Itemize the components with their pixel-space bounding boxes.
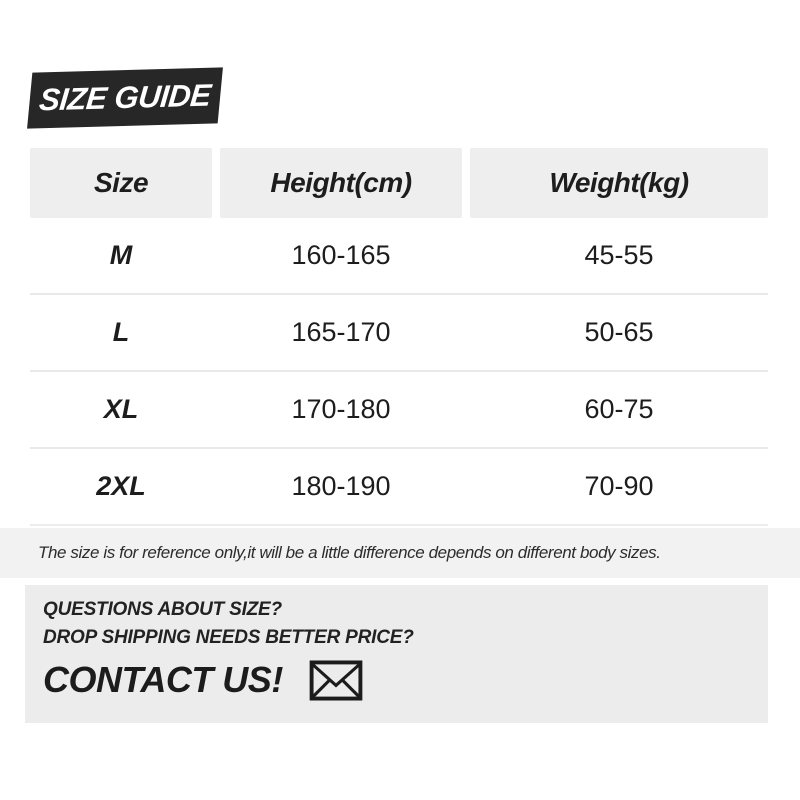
size-table [30, 148, 768, 526]
page-title: SIZE GUIDE [37, 77, 213, 118]
contact-cta-row [43, 659, 768, 701]
question-price: DROP SHIPPING NEEDS BETTER PRICE? [43, 627, 414, 648]
table-row [30, 218, 768, 295]
size-value: 2XL [96, 471, 146, 501]
weight-value: 50-65 [584, 317, 654, 347]
table-header-size: Size [30, 148, 212, 218]
table-header-height: Height(cm) [220, 148, 462, 218]
table-header-weight: Weight(kg) [470, 148, 768, 218]
size-value: L [112, 317, 130, 347]
size-guide-badge [27, 67, 223, 128]
size-value: XL [103, 394, 139, 424]
height-value: 170-180 [291, 394, 391, 424]
height-value: 160-165 [291, 240, 391, 270]
question-size: QUESTIONS ABOUT SIZE? [43, 599, 282, 620]
weight-value: 45-55 [584, 240, 654, 270]
contact-block [25, 585, 768, 723]
table-header-row [30, 148, 768, 218]
weight-value: 60-75 [584, 394, 654, 424]
height-value: 180-190 [291, 471, 391, 501]
table-row [30, 372, 768, 449]
weight-value: 70-90 [584, 471, 654, 501]
height-value: 165-170 [291, 317, 391, 347]
reference-note-text: The size is for reference only,it will be a little difference depends on different body sizes. [38, 543, 661, 562]
size-value: M [109, 240, 133, 270]
contact-us-label: CONTACT US! [43, 659, 283, 700]
table-row [30, 295, 768, 372]
reference-note-bar [0, 528, 800, 578]
envelope-icon [309, 660, 363, 701]
table-row [30, 449, 768, 526]
